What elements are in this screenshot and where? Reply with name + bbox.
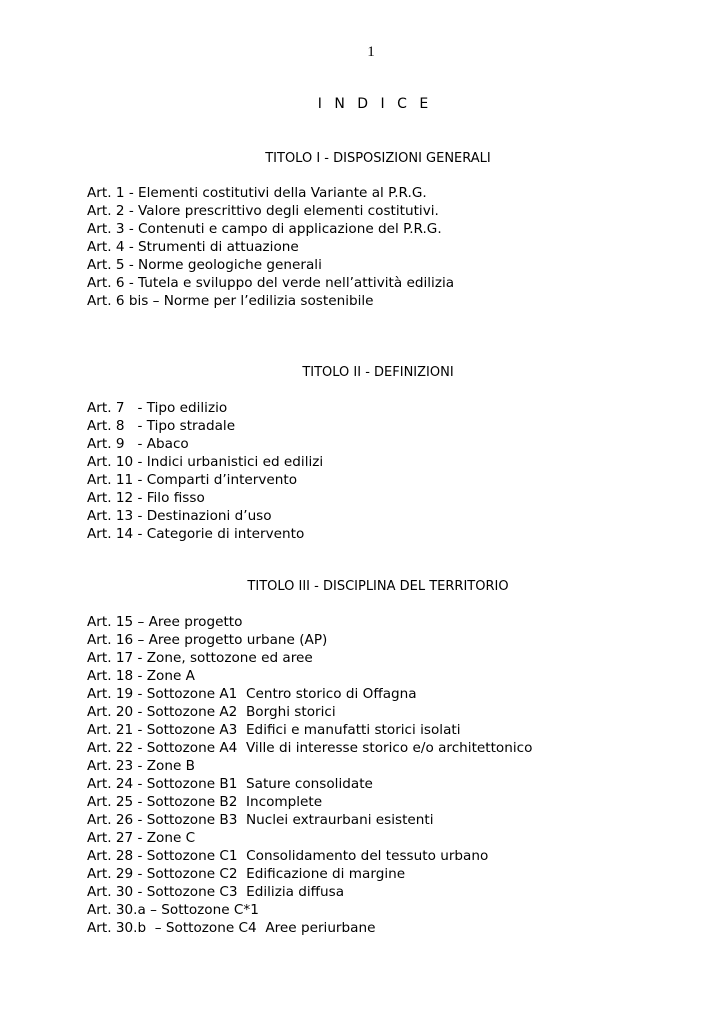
article-item: Art. 30.b – Sottozone C4 Aree periurbane <box>87 920 376 936</box>
section-title-titolo-1: TITOLO I - DISPOSIZIONI GENERALI <box>265 151 491 166</box>
article-item: Art. 22 - Sottozone A4 Ville di interesse storico e/o architettonico <box>87 740 533 756</box>
section-1-article-list <box>87 184 454 310</box>
article-item: Art. 7 - Tipo edilizio <box>87 400 228 416</box>
article-item: Art. 26 - Sottozone B3 Nuclei extraurbani esistenti <box>87 812 434 828</box>
article-item: Art. 21 - Sottozone A3 Edifici e manufatti storici isolati <box>87 722 461 738</box>
article-item: Art. 24 - Sottozone B1 Sature consolidate <box>87 776 373 792</box>
article-item: Art. 28 - Sottozone C1 Consolidamento del tessuto urbano <box>87 848 489 864</box>
article-item: Art. 6 bis – Norme per l’edilizia sostenibile <box>87 293 374 309</box>
article-item: Art. 2 - Valore prescrittivo degli elementi costitutivi. <box>87 203 439 219</box>
article-item: Art. 23 - Zone B <box>87 758 195 774</box>
index-title: I N D I C E <box>317 96 433 112</box>
article-item: Art. 12 - Filo fisso <box>87 490 205 506</box>
article-item: Art. 9 - Abaco <box>87 436 189 452</box>
article-item: Art. 11 - Comparti d’intervento <box>87 472 298 488</box>
article-item: Art. 6 - Tutela e sviluppo del verde nell’attività edilizia <box>87 275 455 291</box>
article-item: Art. 25 - Sottozone B2 Incomplete <box>87 794 323 810</box>
article-item: Art. 16 – Aree progetto urbane (AP) <box>87 632 328 648</box>
article-item: Art. 29 - Sottozone C2 Edificazione di margine <box>87 866 406 882</box>
article-item: Art. 17 - Zone, sottozone ed aree <box>87 650 313 666</box>
article-item: Art. 30.a – Sottozone C*1 <box>87 902 259 918</box>
article-item: Art. 10 - Indici urbanistici ed edilizi <box>87 454 324 470</box>
article-item: Art. 14 - Categorie di intervento <box>87 526 305 542</box>
section-3-article-list <box>87 613 532 937</box>
article-item: Art. 3 - Contenuti e campo di applicazione del P.R.G. <box>87 221 442 237</box>
article-item: Art. 19 - Sottozone A1 Centro storico di Offagna <box>87 686 417 702</box>
article-item: Art. 20 - Sottozone A2 Borghi storici <box>87 704 336 720</box>
page-number: 1 <box>367 44 375 60</box>
article-item: Art. 8 - Tipo stradale <box>87 418 236 434</box>
section-title-titolo-2: TITOLO II - DEFINIZIONI <box>302 365 454 380</box>
section-2-article-list <box>87 399 323 543</box>
article-item: Art. 30 - Sottozone C3 Edilizia diffusa <box>87 884 345 900</box>
article-item: Art. 4 - Strumenti di attuazione <box>87 239 299 255</box>
article-item: Art. 1 - Elementi costitutivi della Variante al P.R.G. <box>87 185 427 201</box>
article-item: Art. 27 - Zone C <box>87 830 196 846</box>
article-item: Art. 13 - Destinazioni d’uso <box>87 508 272 524</box>
section-title-titolo-3: TITOLO III - DISCIPLINA DEL TERRITORIO <box>247 579 509 594</box>
article-item: Art. 5 - Norme geologiche generali <box>87 257 322 273</box>
article-item: Art. 18 - Zone A <box>87 668 195 684</box>
article-item: Art. 15 – Aree progetto <box>87 614 243 630</box>
